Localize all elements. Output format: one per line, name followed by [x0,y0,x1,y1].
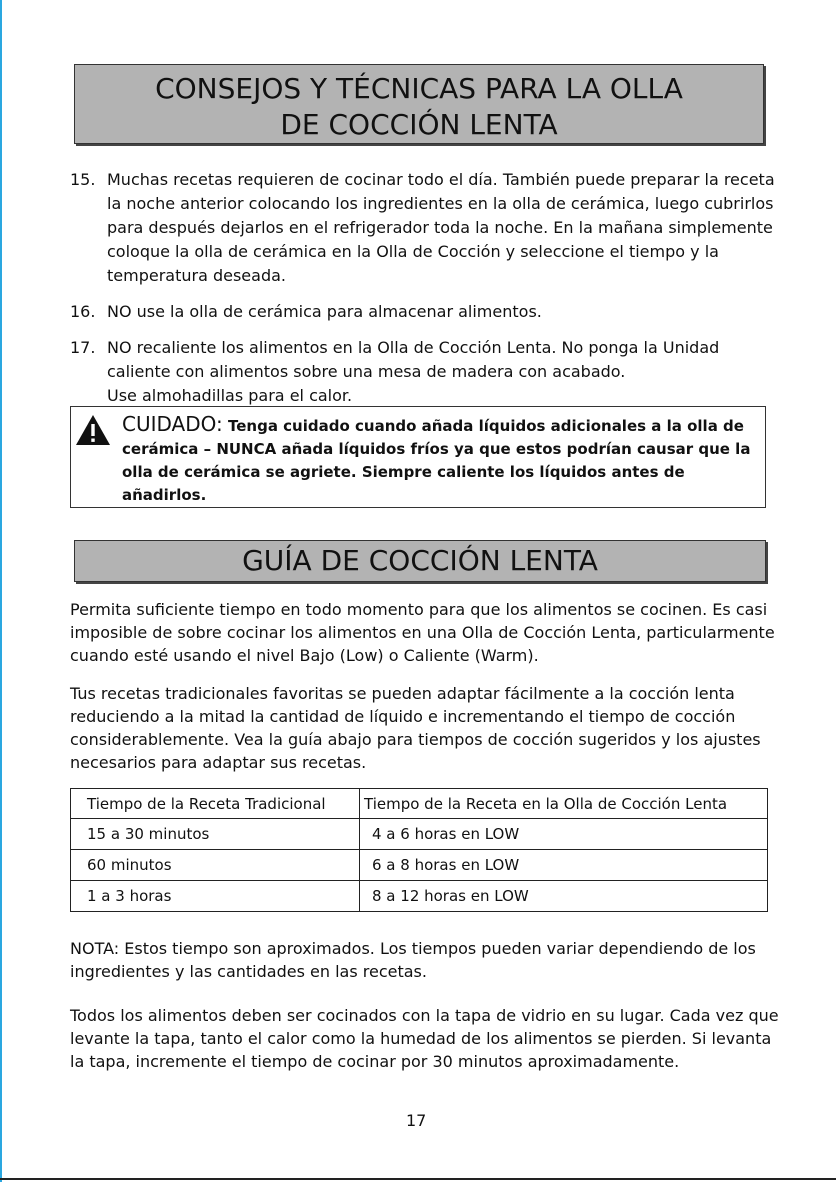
tips-title-box [74,64,764,144]
page-number: 17 [406,1111,427,1130]
guide-paragraph-2: Tus recetas tradicionales favoritas se pueden adaptar fácilmente a la cocción lenta reduciendo a la mitad la cantidad de líquido e incrementando el tiempo de cocción considerablemente. Vea la guía abajo para tiempos de cocción sugeridos y los ajustes necesarios para adaptar sus recetas. [70,684,761,772]
caution-box [70,406,766,508]
tip-text [107,336,780,408]
note-label: NOTA: [70,939,120,958]
guide-title-box [74,540,766,582]
table-cell: 1 a 3 horas [71,881,360,912]
table-cell: 60 minutos [71,850,360,881]
caution-text [122,413,752,507]
tip-body-line2: Use almohadillas para el calor. [107,386,353,405]
tip-emphasis: NO [107,302,132,321]
guide-paragraph-1: Permita suficiente tiempo en todo momento para que los alimentos se cocinen. Es casi imposible de sobre cocinar los alimentos en una Olla de Cocción Lenta, particularmente cuando esté usando el nivel Bajo (Low) o Caliente (Warm). [70,600,775,665]
tip-item-15 [70,168,780,288]
tip-number: 17. [70,338,96,357]
table-row [71,881,768,912]
table-header-traditional: Tiempo de la Receta Tradicional [71,789,360,819]
guide-paragraph-3: Todos los alimentos deben ser cocinados con la tapa de vidrio en su lugar. Cada vez que levante la tapa, tanto el calor como la humedad de los alimentos se pierden. Si levanta la tapa, incremente el tiempo de cocinar por 30 minutos aproximadamente. [70,1006,779,1071]
table-row [71,850,768,881]
tip-number: 15. [70,170,96,189]
tips-title-line1: CONSEJOS Y TÉCNICAS PARA LA OLLA [155,72,683,105]
table-header-row [71,789,768,819]
table-cell: 6 a 8 horas en LOW [360,850,768,881]
tip-item-16 [70,300,780,324]
table-cell: 15 a 30 minutos [71,819,360,850]
tip-item-17 [70,336,780,408]
page-edge-line [0,0,2,1182]
tip-number: 16. [70,302,96,321]
cooking-time-table [70,788,768,912]
tips-title-line2: DE COCCIÓN LENTA [280,108,558,141]
guide-title: GUÍA DE COCCIÓN LENTA [242,544,598,577]
table-header-slow-cooker: Tiempo de la Receta en la Olla de Cocción Lenta [360,789,768,819]
tips-list [70,168,780,420]
page-bottom-line [0,1178,836,1180]
tip-body: use la olla de cerámica para almacenar alimentos. [131,302,542,321]
tip-text: Muchas recetas requieren de cocinar todo el día. También puede preparar la receta la noche anterior colocando los ingredientes en la olla de cerámica, luego cubrirlos para después dejarlos en el refrigerador toda la noche. En la mañana simplemente coloque la olla de cerámica en la Olla de Cocción y seleccione el tiempo y la temperatura deseada. [107,170,775,285]
caution-label: CUIDADO: [122,412,223,436]
table-row [71,819,768,850]
table-cell: 8 a 12 horas en LOW [360,881,768,912]
caution-body: Tenga cuidado cuando añada líquidos adicionales a la olla de cerámica – NUNCA añada líquidos fríos ya que estos podrían causar que la olla de cerámica se agriete. Siempre caliente los líquidos antes de añadirlos. [122,417,751,504]
warning-triangle-icon [75,414,111,446]
note-paragraph [70,937,780,983]
table-cell: 4 a 6 horas en LOW [360,819,768,850]
tip-body: recaliente los alimentos en la Olla de Cocción Lenta. No ponga la Unidad caliente con alimentos sobre una mesa de madera con acabado. [107,338,720,381]
tip-emphasis: NO [107,338,132,357]
note-text: Estos tiempo son aproximados. Los tiempos pueden variar dependiendo de los ingredientes y las cantidades en las recetas. [70,939,756,981]
tip-text [107,300,780,324]
